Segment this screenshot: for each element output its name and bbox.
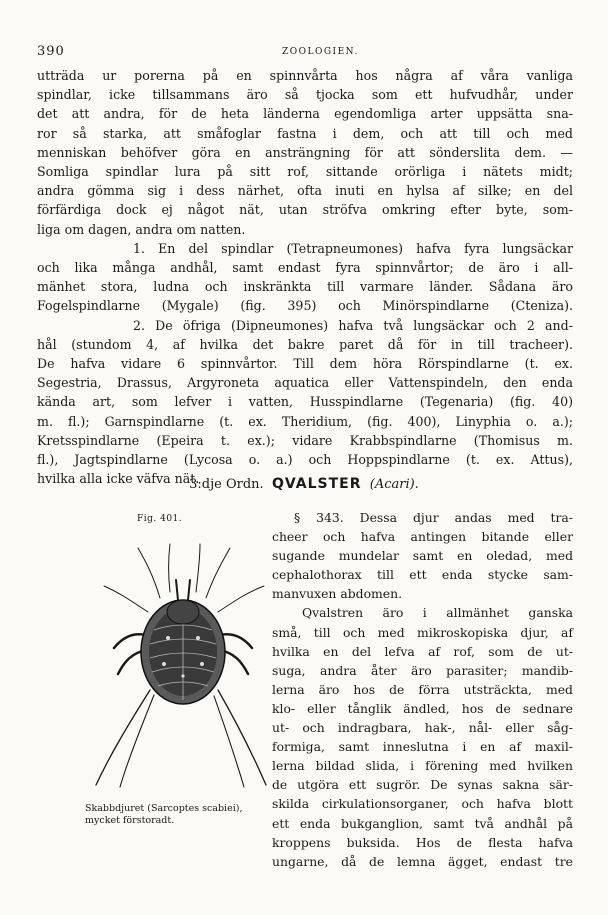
order-latin: (Acari). — [369, 477, 419, 492]
text-line: menniskan behöfver göra en ansträngning för att sönderslita dem. — — [37, 144, 573, 160]
text-line: Fogelspindlarne (Mygale) (fig. 395) och Minörspindlarne (Cteniza). — [37, 298, 573, 314]
text-line: hvilka en del lefva af rof, som de ut- — [272, 643, 573, 659]
text-line: Kretsspindlarne (Epeira t. ex.); vidare Krabbspindlarne (Thomisus m. — [37, 432, 573, 448]
right-column-text — [272, 508, 573, 871]
section-heading — [0, 476, 608, 492]
figure-label: Fig. 401. — [137, 514, 183, 524]
text-line: ut- och indragbara, hak-, nål- eller såg- — [272, 720, 573, 736]
text-line: förfärdiga dock ej något nät, utan ströfva omkring efter byte, som- — [37, 202, 573, 218]
mite-illustration-icon — [88, 540, 278, 790]
text-line: sugande mundelar samt en oledad, med — [272, 548, 573, 564]
text-line: Qvalstren äro i allmänhet ganska — [302, 605, 573, 621]
order-name: QVALSTER — [271, 476, 362, 492]
text-line: suga, andra åter äro parasiter; mandib- — [272, 662, 573, 678]
paragraph-intro — [37, 66, 573, 239]
caption-line: mycket förstoradt. — [85, 815, 175, 826]
text-line: manvuxen abdomen. — [272, 586, 403, 602]
text-line: ett enda bukganglion, samt två andhål på — [272, 815, 573, 831]
running-title: ZOOLOGIEN. — [282, 47, 359, 57]
text-line: mänhet stora, ludna och inskränkta till varmare länder. Sådana äro — [37, 279, 573, 295]
paragraph-dipneumones — [37, 316, 573, 489]
text-line: ror så starka, att småfoglar fastna i dem, och att till och med — [37, 125, 573, 141]
text-line: 1. En del spindlar (Tetrapneumones) hafva fyra lungsäckar — [133, 240, 573, 256]
text-line: hvilka alla icke väfva nät. — [37, 471, 200, 487]
text-line: små, till och med mikroskopiska djur, af — [272, 624, 573, 640]
text-line: § 343. Dessa djur andas med tra- — [294, 510, 573, 525]
text-line: ungarne, då de lemna ägget, endast tre — [272, 853, 573, 869]
order-label: 3:dje Ordn. — [189, 477, 264, 492]
caption-line: Skabbdjuret (Sarcoptes scabiei), — [85, 803, 243, 814]
text-line: och lika många andhål, samt endast fyra spinnvårtor; de äro i all- — [37, 259, 573, 275]
text-line: de utgöra ett sugrör. De synas sakna sär- — [272, 777, 573, 793]
text-line: lerna bildad slida, i förening med hvilken — [272, 758, 573, 774]
figure-caption — [85, 803, 285, 827]
text-line: 2. De öfriga (Dipneumones) hafva två lungsäckar och 2 and- — [133, 317, 573, 333]
text-line: liga om dagen, andra om natten. — [37, 221, 246, 237]
text-line: cephalothorax till ett enda stycke sam- — [272, 567, 573, 583]
text-line: hål (stundom 4, af hvilka det bakre paret då för in till tracheer). — [37, 336, 573, 352]
text-line: det att andra, för de heta länderna egendomliga arter uppsätta sna- — [37, 106, 573, 122]
text-line: cheer och hafva antingen bitande eller — [272, 529, 573, 545]
text-line: fl.), Jagtspindlarne (Lycosa o. a.) och Hoppspindlarne (t. ex. Attus), — [37, 451, 573, 467]
page-number: 390 — [37, 44, 65, 59]
text-line: utträda ur porerna på en spinnvårta hos några af våra vanliga — [37, 68, 573, 83]
text-line: Segestria, Drassus, Argyroneta aquatica eller Vattenspindeln, den enda — [37, 375, 573, 391]
text-line: skilda cirkulationsorganer, och hafva blott — [272, 796, 573, 812]
text-line: kända art, som lefver i vatten, Husspindlarne (Tegenaria) (fig. 40) — [37, 394, 573, 410]
text-line: spindlar, icke tillsammans äro så tjocka som ett hufvudhår, under — [37, 87, 573, 103]
paragraph-tetrapneumones — [37, 239, 573, 316]
text-line: m. fl.); Garnspindlarne (t. ex. Theridium, (fig. 400), Linyphia o. a.); — [37, 413, 573, 429]
text-line: De hafva vidare 6 spinnvårtor. Till dem höra Rörspindlarne (t. ex. — [37, 355, 573, 371]
text-line: kroppens buksida. Hos de flesta hafva — [272, 834, 573, 850]
text-line: Somliga spindlar lura på sitt rof, sittande orörliga i nätets midt; — [37, 163, 573, 179]
text-line: andra gömma sig i dess närhet, ofta inuti en hylsa af silke; en del — [37, 183, 573, 199]
text-line: klo- eller tånglik ändled, hos de sednare — [272, 700, 573, 716]
text-line: formiga, samt inneslutna i en af maxil- — [272, 739, 573, 755]
text-line: lerna äro hos de förra utsträckta, med — [272, 681, 573, 697]
